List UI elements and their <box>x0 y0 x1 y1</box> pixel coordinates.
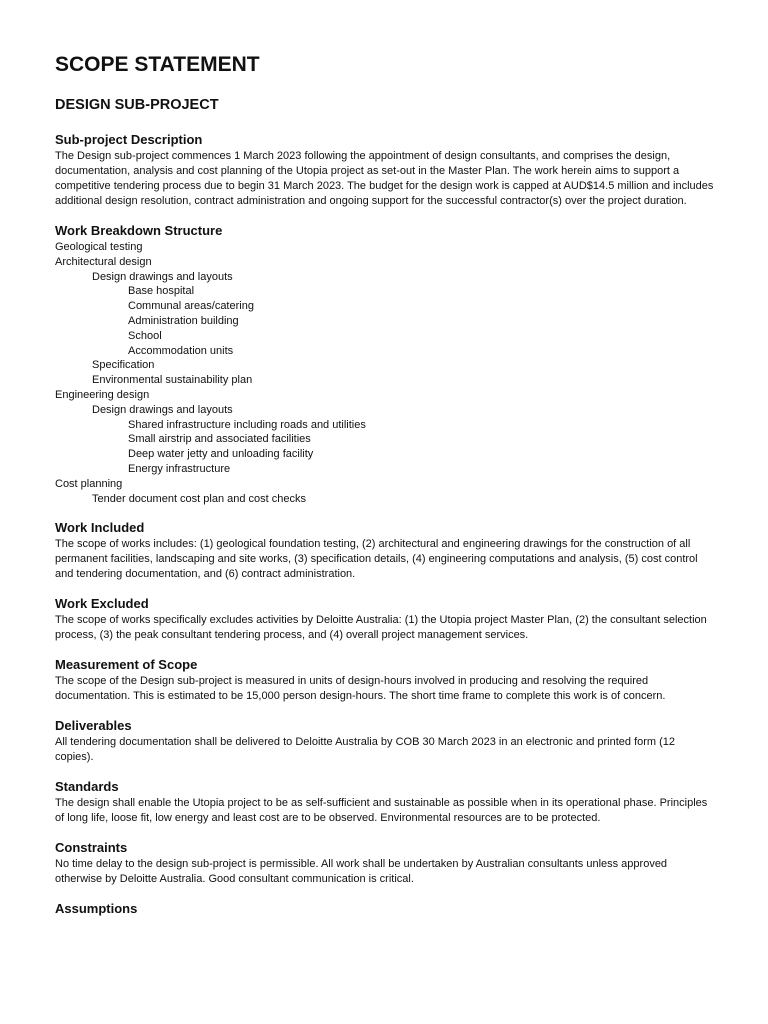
section-heading: Assumptions <box>55 901 138 917</box>
wbs-item: Accommodation units <box>128 344 234 357</box>
section-text: The Design sub-project commences 1 March 2023 following the appointment of design consultants, and comprises the design, documentation, analysis and cost planning of the Utopia project as set-out in the Master Plan. The work herein aims to support a competitive tendering process due to begin 31 March 2023. The budget for the design work is capped at AUD$14.5 million and includes additional design resolution, contract administration and ongoing support for the successful contractor(s) over the project duration. <box>55 150 714 207</box>
wbs-item: Engineering design <box>55 388 150 401</box>
section-text: The scope of works includes: (1) geological foundation testing, (2) architectural and engineering drawings for the construction of all permanent facilities, landscaping and site works, (3) specification details, (4) engineering computations and analysis, (5) cost control and tendering documentation, and (6) contract administration. <box>55 538 698 581</box>
wbs-item: Administration building <box>128 314 239 327</box>
section-heading: Work Excluded <box>55 596 149 612</box>
wbs-list <box>55 240 715 506</box>
section-constraints <box>55 840 715 887</box>
wbs-item: Design drawings and layouts <box>92 403 233 416</box>
section-heading: Work Breakdown Structure <box>55 223 223 238</box>
section-description <box>55 132 715 209</box>
section-measurement <box>55 657 715 704</box>
wbs-item: Energy infrastructure <box>128 462 231 475</box>
section-standards <box>55 779 715 826</box>
section-heading: Deliverables <box>55 718 132 734</box>
section-heading: Sub-project Description <box>55 132 203 147</box>
wbs-item: Design drawings and layouts <box>92 270 233 283</box>
wbs-item: Shared infrastructure including roads and utilities <box>128 418 366 431</box>
section-work-included <box>55 520 715 582</box>
document-title: SCOPE STATEMENT <box>55 53 260 76</box>
section-assumptions <box>55 901 715 917</box>
wbs-item: Specification <box>92 359 155 372</box>
section-text: No time delay to the design sub-project is permissible. All work shall be undertaken by Australian consultants unless approved otherwise by Deloitte Australia. Good consultant communication is critical. <box>55 858 668 886</box>
section-heading: Work Included <box>55 520 145 536</box>
wbs-item: Deep water jetty and unloading facility <box>128 448 314 461</box>
section-heading: Measurement of Scope <box>55 657 198 673</box>
section-heading: Standards <box>55 779 119 795</box>
subproject-title: DESIGN SUB-PROJECT <box>55 97 219 113</box>
document-page <box>55 52 715 931</box>
section-text: The scope of works specifically excludes activities by Deloitte Australia: (1) the Utopia project Master Plan, (2) the consultant selection process, (3) the peak consultant tendering process, and (4) overall project management services. <box>55 614 707 642</box>
section-wbs <box>55 223 715 506</box>
section-text: The scope of the Design sub-project is measured in units of design-hours involved in producing and resolving the required documentation. This is estimated to be 15,000 person design-hours. The short time frame to complete this work is of concern. <box>55 675 666 703</box>
wbs-item: Communal areas/catering <box>128 300 254 313</box>
wbs-item: School <box>128 329 162 342</box>
wbs-item: Base hospital <box>128 285 195 298</box>
section-text: All tendering documentation shall be delivered to Deloitte Australia by COB 30 March 2023 in an electronic and printed form (12 copies). <box>55 736 676 764</box>
section-text: The design shall enable the Utopia project to be as self-sufficient and sustainable as possible when in its operational phase. Principles of long life, loose fit, low energy and least cost are to be observed. Environmental resources are to be protected. <box>55 797 708 825</box>
section-deliverables <box>55 718 715 765</box>
wbs-item: Small airstrip and associated facilities <box>128 433 311 446</box>
wbs-item: Geological testing <box>55 241 143 253</box>
wbs-item: Environmental sustainability plan <box>92 374 253 387</box>
wbs-item: Cost planning <box>55 477 123 490</box>
section-heading: Constraints <box>55 840 128 856</box>
wbs-item: Architectural design <box>55 255 152 268</box>
section-work-excluded <box>55 596 715 643</box>
wbs-item: Tender document cost plan and cost checks <box>92 492 307 505</box>
